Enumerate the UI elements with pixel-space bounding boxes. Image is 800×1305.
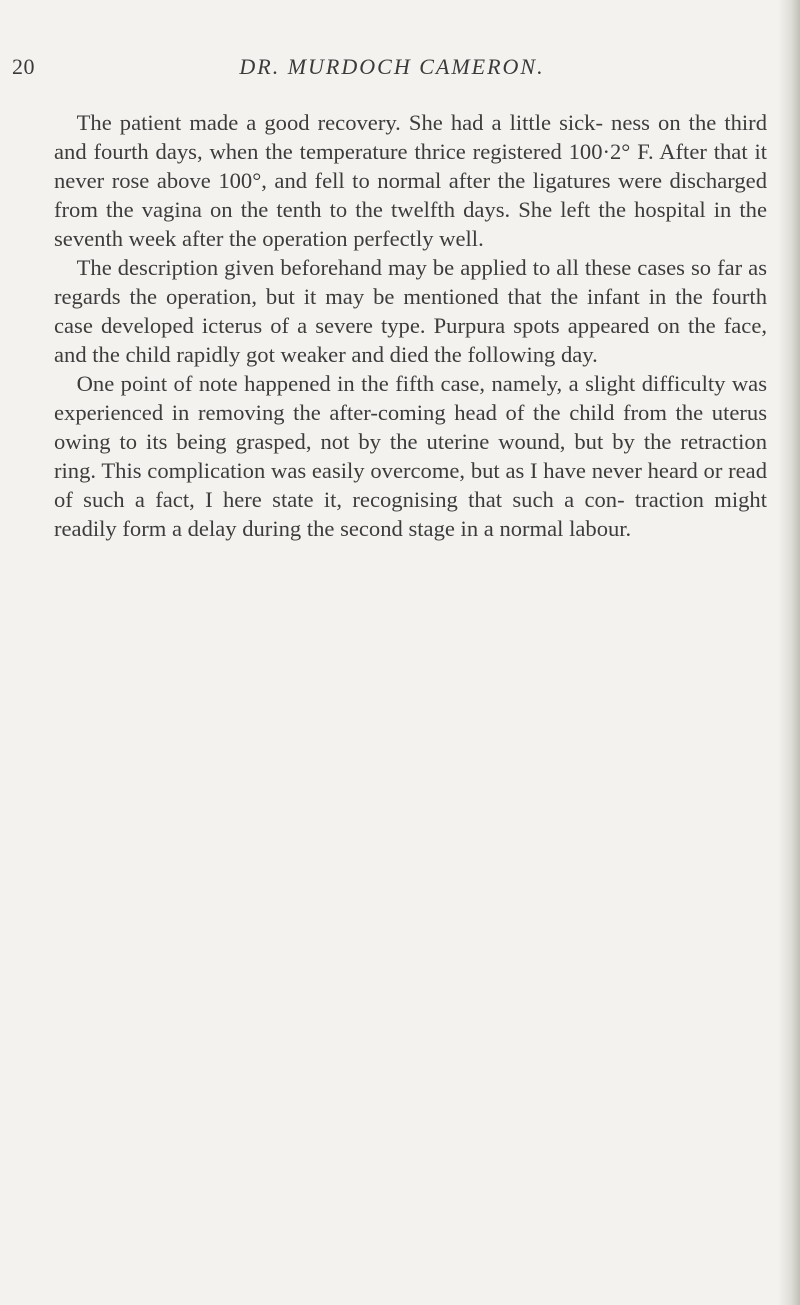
header-title: DR. MURDOCH CAMERON. <box>239 54 545 79</box>
running-head <box>12 54 772 88</box>
page-edge-shadow <box>778 0 800 1305</box>
paragraph: The description given beforehand may be applied to all these cases so far as regards the operation, but it may be mentioned that the infant in the fourth case developed icterus of a severe type. Purpura spots appeared on the face, and the child rapidly got weaker and died the following day. <box>54 255 767 367</box>
paragraph: The patient made a good recovery. She had a little sick- ness on the third and fourth days, when the temperature thrice registered 100·2° F. After that it never rose above 100°, and fell to normal after the ligatures were discharged from the vagina on the tenth to the twelfth days. She left the hospital in the seventh week after the operation perfectly well. <box>54 110 767 251</box>
paragraph: One point of note happened in the fifth case, namely, a slight difficulty was experienced in removing the after-coming head of the child from the uterus owing to its being grasped, not by the uterine wound, but by the retraction ring. This complication was easily overcome, but as I have never heard or read of such a fact, I here state it, recognising that such a con- traction might readily form a delay during the second stage in a normal labour. <box>54 371 767 541</box>
body-text <box>54 108 767 543</box>
page-number: 20 <box>12 54 35 79</box>
